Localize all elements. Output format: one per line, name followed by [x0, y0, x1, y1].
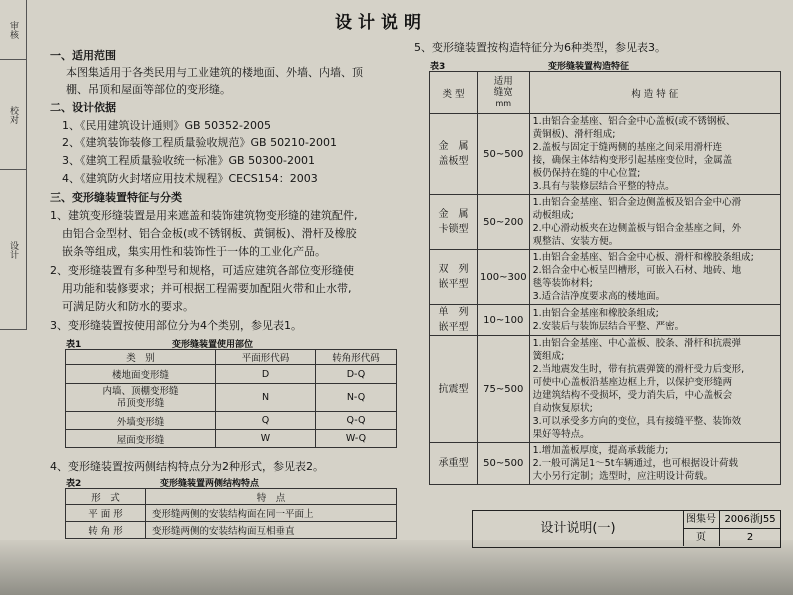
- table-row: [66, 505, 397, 522]
- section-2-line-1: 1、《民用建筑设计通则》GB 50352-2005: [62, 119, 272, 132]
- table3-feature-line: 2.安装后与装饰层结合平整、严密。: [532, 321, 685, 332]
- table3-feature-line: 3.适合洁净度要求高的楼地面。: [532, 291, 666, 302]
- table3-type-cell: [430, 443, 478, 485]
- table3-header-width-part: mm: [495, 99, 512, 108]
- table-row: [430, 305, 781, 336]
- table1-cell-line: 吊顶变形缝: [116, 397, 165, 409]
- table2-cell: 平 面 形: [66, 505, 146, 522]
- table1-cell: W: [216, 430, 316, 448]
- section-2-heading: 二、设计依据: [50, 101, 116, 114]
- section-2-line-3: 3、《建筑工程质量验收统一标准》GB 50300-2001: [62, 154, 316, 167]
- table3-label: 表3: [430, 62, 446, 72]
- table2-cell: 变形缝两侧的安装结构面在同一平面上: [146, 505, 397, 522]
- table3-type-text: 金 属: [438, 209, 469, 220]
- table2-cell: 转 角 形: [66, 522, 146, 539]
- table1-cell: N-Q: [316, 384, 397, 412]
- table3-feature-line: 2.铝合金中心板呈凹槽形，可嵌入石材、地砖、地: [532, 265, 742, 276]
- table3-type-cell: [430, 195, 478, 250]
- table3-feature-line: 1.由铝合金基座、铝合金中心板、滑杆和橡胶条组成;: [532, 252, 754, 263]
- drawing-name: 设计说明(一): [473, 511, 684, 546]
- table3-feature-line: 2.当地震发生时，带有抗震弹簧的滑杆受力后变形,: [532, 364, 745, 375]
- section-2-line-4: 4、《建筑防火封堵应用技术规程》CECS154：2003: [62, 172, 318, 185]
- table1-header-3: 转角形代码: [316, 350, 397, 365]
- table1-header-1: 类 别: [66, 350, 216, 365]
- section-3-line-4: 2、变形缝装置有多种型号和规格，可适应建筑各部位变形缝使: [50, 264, 354, 277]
- table3-feature-line: 大小另行定制；选型时，应注明设计荷载。: [532, 471, 714, 482]
- table3-type-text: 金 属: [438, 141, 469, 152]
- section-1-line-1: 本图集适用于各类民用与工业建筑的楼地面、外墙、内墙、顶: [66, 66, 363, 79]
- table3-features-cell: [529, 443, 780, 485]
- section-3-heading: 三、变形缝装置特征与分类: [50, 191, 182, 204]
- table3-feature-line: 1.增加盖板厚度，提高承载能力;: [532, 445, 669, 456]
- table3-feature-line: 接，确保主体结构变形引起基座变位时，金属盖: [532, 155, 733, 166]
- page-title: 设计说明: [335, 13, 427, 33]
- table3: [429, 71, 781, 485]
- section-3-line-1: 1、建筑变形缝装置是用来遮盖和装饰建筑物变形缝的建筑配件,: [50, 209, 358, 222]
- table1-cell: W-Q: [316, 430, 397, 448]
- strip-cell-design: 设计: [0, 170, 26, 330]
- table3-features-cell: [529, 250, 780, 305]
- table1-cell: 楼地面变形缝: [66, 365, 216, 384]
- table1-cell: N: [216, 384, 316, 412]
- table3-type-text: 单 列: [438, 307, 469, 318]
- table3-features-cell: [529, 305, 780, 336]
- table-row: [66, 430, 397, 448]
- table3-feature-line: 簧组成;: [532, 351, 565, 362]
- table3-feature-line: 动板组成;: [532, 210, 574, 221]
- section-3-line-2: 由铝合金型材、铝合金板(或不锈钢板、黄铜板)、滑杆及橡胶: [62, 227, 357, 240]
- table3-header-type: 类 型: [430, 72, 478, 114]
- table3-header-width: [478, 72, 530, 114]
- table2-caption: 变形缝装置两侧结构特点: [160, 479, 260, 489]
- page-shadow: [0, 540, 793, 595]
- table1: [65, 349, 397, 448]
- table3-type-text: 抗震型: [438, 383, 469, 395]
- page-number: 2: [746, 532, 754, 543]
- table1-caption: 变形缝装置使用部位: [172, 340, 254, 350]
- table-row: [66, 365, 397, 384]
- table-row: [66, 412, 397, 430]
- table3-type-text: 双 列: [438, 264, 469, 275]
- table3-caption: 变形缝装置构造特征: [548, 62, 630, 72]
- table-row: [66, 384, 397, 412]
- table3-feature-line: 1.由铝合金基座和橡胶条组成;: [532, 308, 659, 319]
- table3-type-text: 卡锁型: [438, 224, 469, 235]
- strip-cell-check: 校对: [0, 60, 26, 170]
- table3-header-width-part: 缝宽: [493, 87, 513, 98]
- table3-header-width-part: 适用: [493, 76, 513, 87]
- table-row: [430, 114, 781, 195]
- table3-type-cell: [430, 305, 478, 336]
- table3-feature-line: 板仍保持在缝的中心位置;: [532, 168, 641, 179]
- table3-type-text: 嵌平型: [438, 279, 469, 290]
- section-3-line-3: 嵌条等组成，集实用性和装饰性于一体的工业化产品。: [62, 245, 326, 258]
- atlas-label: 图集号: [683, 511, 720, 529]
- table3-feature-line: 果好等特点。: [532, 429, 590, 440]
- table3-width-cell: 50~500: [478, 443, 530, 485]
- left-title-strip: [0, 0, 27, 330]
- table2-header-1: 形 式: [66, 489, 146, 505]
- table3-feature-line: 3.可以承受多方向的变位，具有接缝平整、装饰效: [532, 416, 742, 427]
- table3-type-cell: [430, 250, 478, 305]
- section-1-heading: 一、适用范围: [50, 49, 116, 62]
- table1-cell: Q-Q: [316, 412, 397, 430]
- table3-features-cell: [529, 195, 780, 250]
- table1-cell-line: 内墙、顶棚变形缝: [102, 385, 179, 397]
- table1-header-2: 平面形代码: [216, 350, 316, 365]
- table3-feature-line: 自动恢复原状;: [532, 403, 593, 414]
- table3-header-features: 构 造 特 征: [529, 72, 780, 114]
- table3-width-cell: 50~500: [478, 114, 530, 195]
- table1-cell: D: [216, 365, 316, 384]
- section-1-line-2: 棚、吊顶和屋面等部位的变形缝。: [66, 83, 231, 96]
- table3-width-cell: 50~200: [478, 195, 530, 250]
- table-row: [66, 522, 397, 539]
- page-label: 页: [683, 529, 720, 546]
- table3-type-cell: [430, 336, 478, 443]
- table1-cell: Q: [216, 412, 316, 430]
- table3-feature-line: 2.中心滑动板夹在边侧盖板与铝合金基座之间，外: [532, 223, 742, 234]
- item-4-text: 4、变形缝装置按两侧结构特点分为2种形式，参见表2。: [50, 460, 324, 473]
- table1-cell: D-Q: [316, 365, 397, 384]
- table3-feature-line: 3.具有与装修层结合平整的特点。: [532, 181, 675, 192]
- table1-cell: 屋面变形缝: [66, 430, 216, 448]
- table3-feature-line: 毯等装饰材料;: [532, 278, 593, 289]
- table3-type-cell: [430, 114, 478, 195]
- table-row: [430, 250, 781, 305]
- table2-header-2: 特 点: [146, 489, 397, 505]
- table3-width-cell: 75~500: [478, 336, 530, 443]
- table2: [65, 488, 397, 539]
- table3-width-cell: 100~300: [478, 250, 530, 305]
- atlas-number: 2006浙J55: [720, 511, 780, 529]
- section-3-line-6: 可满足防火和防水的要求。: [62, 300, 194, 313]
- item-5-text: 5、变形缝装置按构造特征分为6种类型，参见表3。: [414, 41, 666, 54]
- table3-feature-line: 1.由铝合金基座、中心盖板、胶条、滑杆和抗震弹: [532, 338, 742, 349]
- table3-features-cell: [529, 114, 780, 195]
- table3-feature-line: 可使中心盖板沿基座边框上升，以保护变形缝两: [532, 377, 733, 388]
- table3-feature-line: 2.盖板与固定于缝两侧的基座之间采用滑杆连: [532, 142, 723, 153]
- table3-type-text: 嵌平型: [438, 322, 469, 333]
- strip-cell-review: 审核: [0, 0, 26, 60]
- table-row: [430, 443, 781, 485]
- table3-feature-line: 1.由铝合金基座、铝合金边侧盖板及铝合金中心滑: [532, 197, 742, 208]
- table3-feature-line: 边建筑结构不受损坏，受力消失后，中心盖板会: [532, 390, 733, 401]
- table1-label: 表1: [66, 340, 82, 350]
- table3-type-text: 盖板型: [438, 156, 469, 167]
- section-2-line-2: 2、《建筑装饰装修工程质量验收规范》GB 50210-2001: [62, 136, 338, 149]
- table3-feature-line: 黄铜板)、滑杆组成;: [532, 129, 616, 140]
- table-row: [430, 336, 781, 443]
- section-3-line-7: 3、变形缝装置按使用部位分为4个类别，参见表1。: [50, 319, 302, 332]
- table-row: [430, 195, 781, 250]
- table3-feature-line: 1.由铝合金基座、铝合金中心盖板(或不锈钢板、: [532, 116, 736, 127]
- table2-label: 表2: [66, 479, 82, 489]
- table1-cell: [66, 384, 216, 412]
- table3-type-text: 承重型: [438, 458, 469, 469]
- table3-width-cell: 10~100: [478, 305, 530, 336]
- section-3-line-5: 用功能和装修要求；并可根据工程需要加配阻火带和止水带,: [62, 282, 352, 295]
- table3-features-cell: [529, 336, 780, 443]
- table3-feature-line: 2.一般可满足1～5t车辆通过，也可根据设计荷载: [532, 458, 738, 469]
- table1-cell: 外墙变形缝: [66, 412, 216, 430]
- table3-feature-line: 观整洁、安装方便。: [532, 236, 619, 247]
- table2-cell: 变形缝两侧的安装结构面互相垂直: [146, 522, 397, 539]
- title-block: [472, 510, 781, 548]
